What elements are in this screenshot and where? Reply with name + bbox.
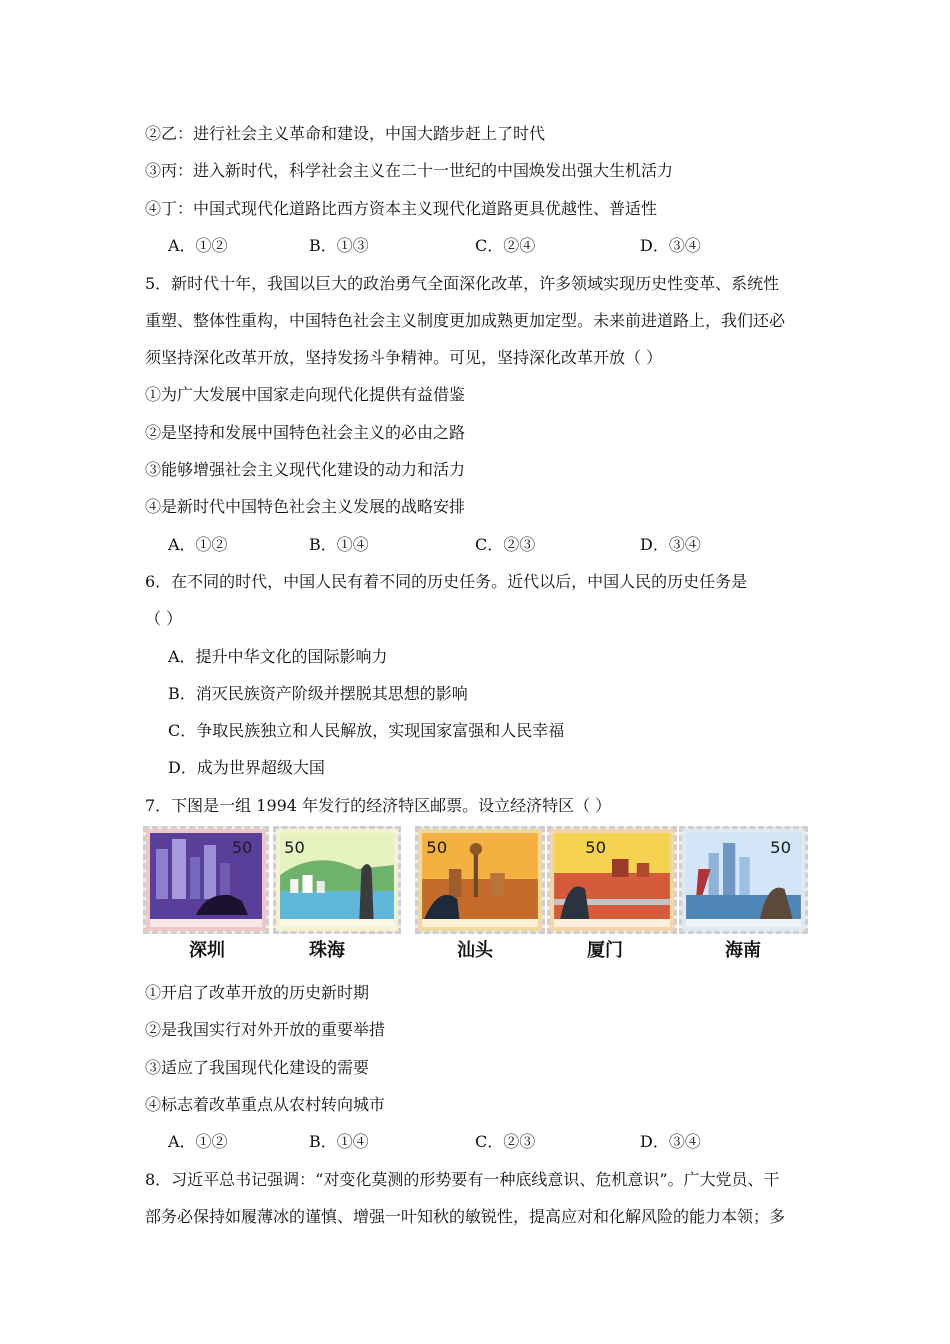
q5-option-b[interactable]: B．①④: [309, 535, 369, 554]
q5-item-2: ②是坚持和发展中国特色社会主义的必由之路: [145, 423, 466, 442]
q6-option-d[interactable]: D．成为世界超级大国: [168, 758, 325, 777]
stamp-hainan-denomination: 50: [770, 838, 792, 857]
q5-option-c[interactable]: C．②③: [475, 535, 536, 554]
caption-shantou: 汕头: [457, 940, 493, 961]
q7-stem: 7．下图是一组 1994 年发行的经济特区邮票。设立经济特区（ ）: [145, 796, 612, 815]
q7-item-3: ③适应了我国现代化建设的需要: [145, 1058, 370, 1077]
q4-option-c[interactable]: C．②④: [475, 236, 536, 255]
stamp-hainan: [679, 826, 808, 934]
stamp-shantou: [415, 826, 545, 934]
q4-option-b[interactable]: B．①③: [309, 236, 369, 255]
q5-option-a[interactable]: A．①②: [168, 535, 228, 554]
q4-option-a[interactable]: A．①②: [168, 236, 228, 255]
stamp-xiamen-image: [550, 829, 674, 931]
stamp-hainan-image: [682, 829, 805, 931]
caption-xiamen: 厦门: [587, 940, 623, 961]
stamp-zhuhai-image: [276, 829, 398, 931]
stamp-shantou-image: [418, 829, 542, 931]
q4-item-2: ②乙：进行社会主义革命和建设，中国大踏步赶上了时代: [145, 124, 546, 143]
q7-option-b[interactable]: B．①④: [309, 1132, 369, 1151]
q7-item-2: ②是我国实行对外开放的重要举措: [145, 1020, 386, 1039]
q4-item-3: ③丙：进入新时代，科学社会主义在二十一世纪的中国焕发出强大生机活力: [145, 161, 674, 180]
q8-stem-line-2: 部务必保持如履薄冰的谨慎、增强一叶知秋的敏锐性，提高应对和化解风险的能力本领；多: [145, 1207, 786, 1226]
q6-option-c[interactable]: C．争取民族独立和人民解放，实现国家富强和人民幸福: [168, 721, 565, 740]
q5-stem-line-3: 须坚持深化改革开放，坚持发扬斗争精神。可见，坚持深化改革开放（ ）: [145, 348, 663, 367]
stamp-figure: [143, 826, 808, 966]
stamp-shenzhen: [143, 826, 269, 934]
q7-item-4: ④标志着改革重点从农村转向城市: [145, 1095, 386, 1114]
q5-item-1: ①为广大发展中国家走向现代化提供有益借鉴: [145, 385, 466, 404]
stamp-zhuhai-denomination: 50: [284, 838, 305, 857]
stamp-shenzhen-denomination: 50: [232, 838, 253, 857]
q5-stem-line-1: 5．新时代十年，我国以巨大的政治勇气全面深化改革，许多领域实现历史性变革、系统性: [145, 274, 780, 293]
caption-zhuhai: 珠海: [309, 940, 345, 961]
q5-item-4: ④是新时代中国特色社会主义发展的战略安排: [145, 497, 466, 516]
q5-stem-line-2: 重塑、整体性重构，中国特色社会主义制度更加成熟更加定型。未来前进道路上，我们还必: [145, 311, 786, 330]
q5-option-d[interactable]: D．③④: [640, 535, 701, 554]
stamp-shenzhen-image: [146, 829, 266, 931]
stamp-xiamen-denomination: 50: [585, 838, 607, 857]
q7-option-a[interactable]: A．①②: [168, 1132, 228, 1151]
q6-option-b[interactable]: B．消灭民族资产阶级并摆脱其思想的影响: [168, 684, 468, 703]
q4-option-d[interactable]: D．③④: [640, 236, 701, 255]
q7-option-c[interactable]: C．②③: [475, 1132, 536, 1151]
caption-shenzhen: 深圳: [189, 940, 225, 961]
stamp-zhuhai: [273, 826, 401, 934]
q8-stem-line-1: 8．习近平总书记强调：“对变化莫测的形势要有一种底线意识、危机意识”。广大党员、干: [145, 1170, 780, 1189]
stamp-xiamen: [547, 826, 677, 934]
q6-stem-line-2: （ ）: [145, 609, 183, 628]
q4-item-4: ④丁：中国式现代化道路比西方资本主义现代化道路更具优越性、普适性: [145, 199, 658, 218]
q7-option-d[interactable]: D．③④: [640, 1132, 701, 1151]
q5-item-3: ③能够增强社会主义现代化建设的动力和活力: [145, 460, 466, 479]
stamp-shantou-denomination: 50: [426, 838, 448, 857]
q6-option-a[interactable]: A．提升中华文化的国际影响力: [168, 647, 388, 666]
q6-stem-line-1: 6．在不同的时代，中国人民有着不同的历史任务。近代以后，中国人民的历史任务是: [145, 572, 748, 591]
caption-hainan: 海南: [725, 940, 761, 961]
q7-item-1: ①开启了改革开放的历史新时期: [145, 983, 370, 1002]
